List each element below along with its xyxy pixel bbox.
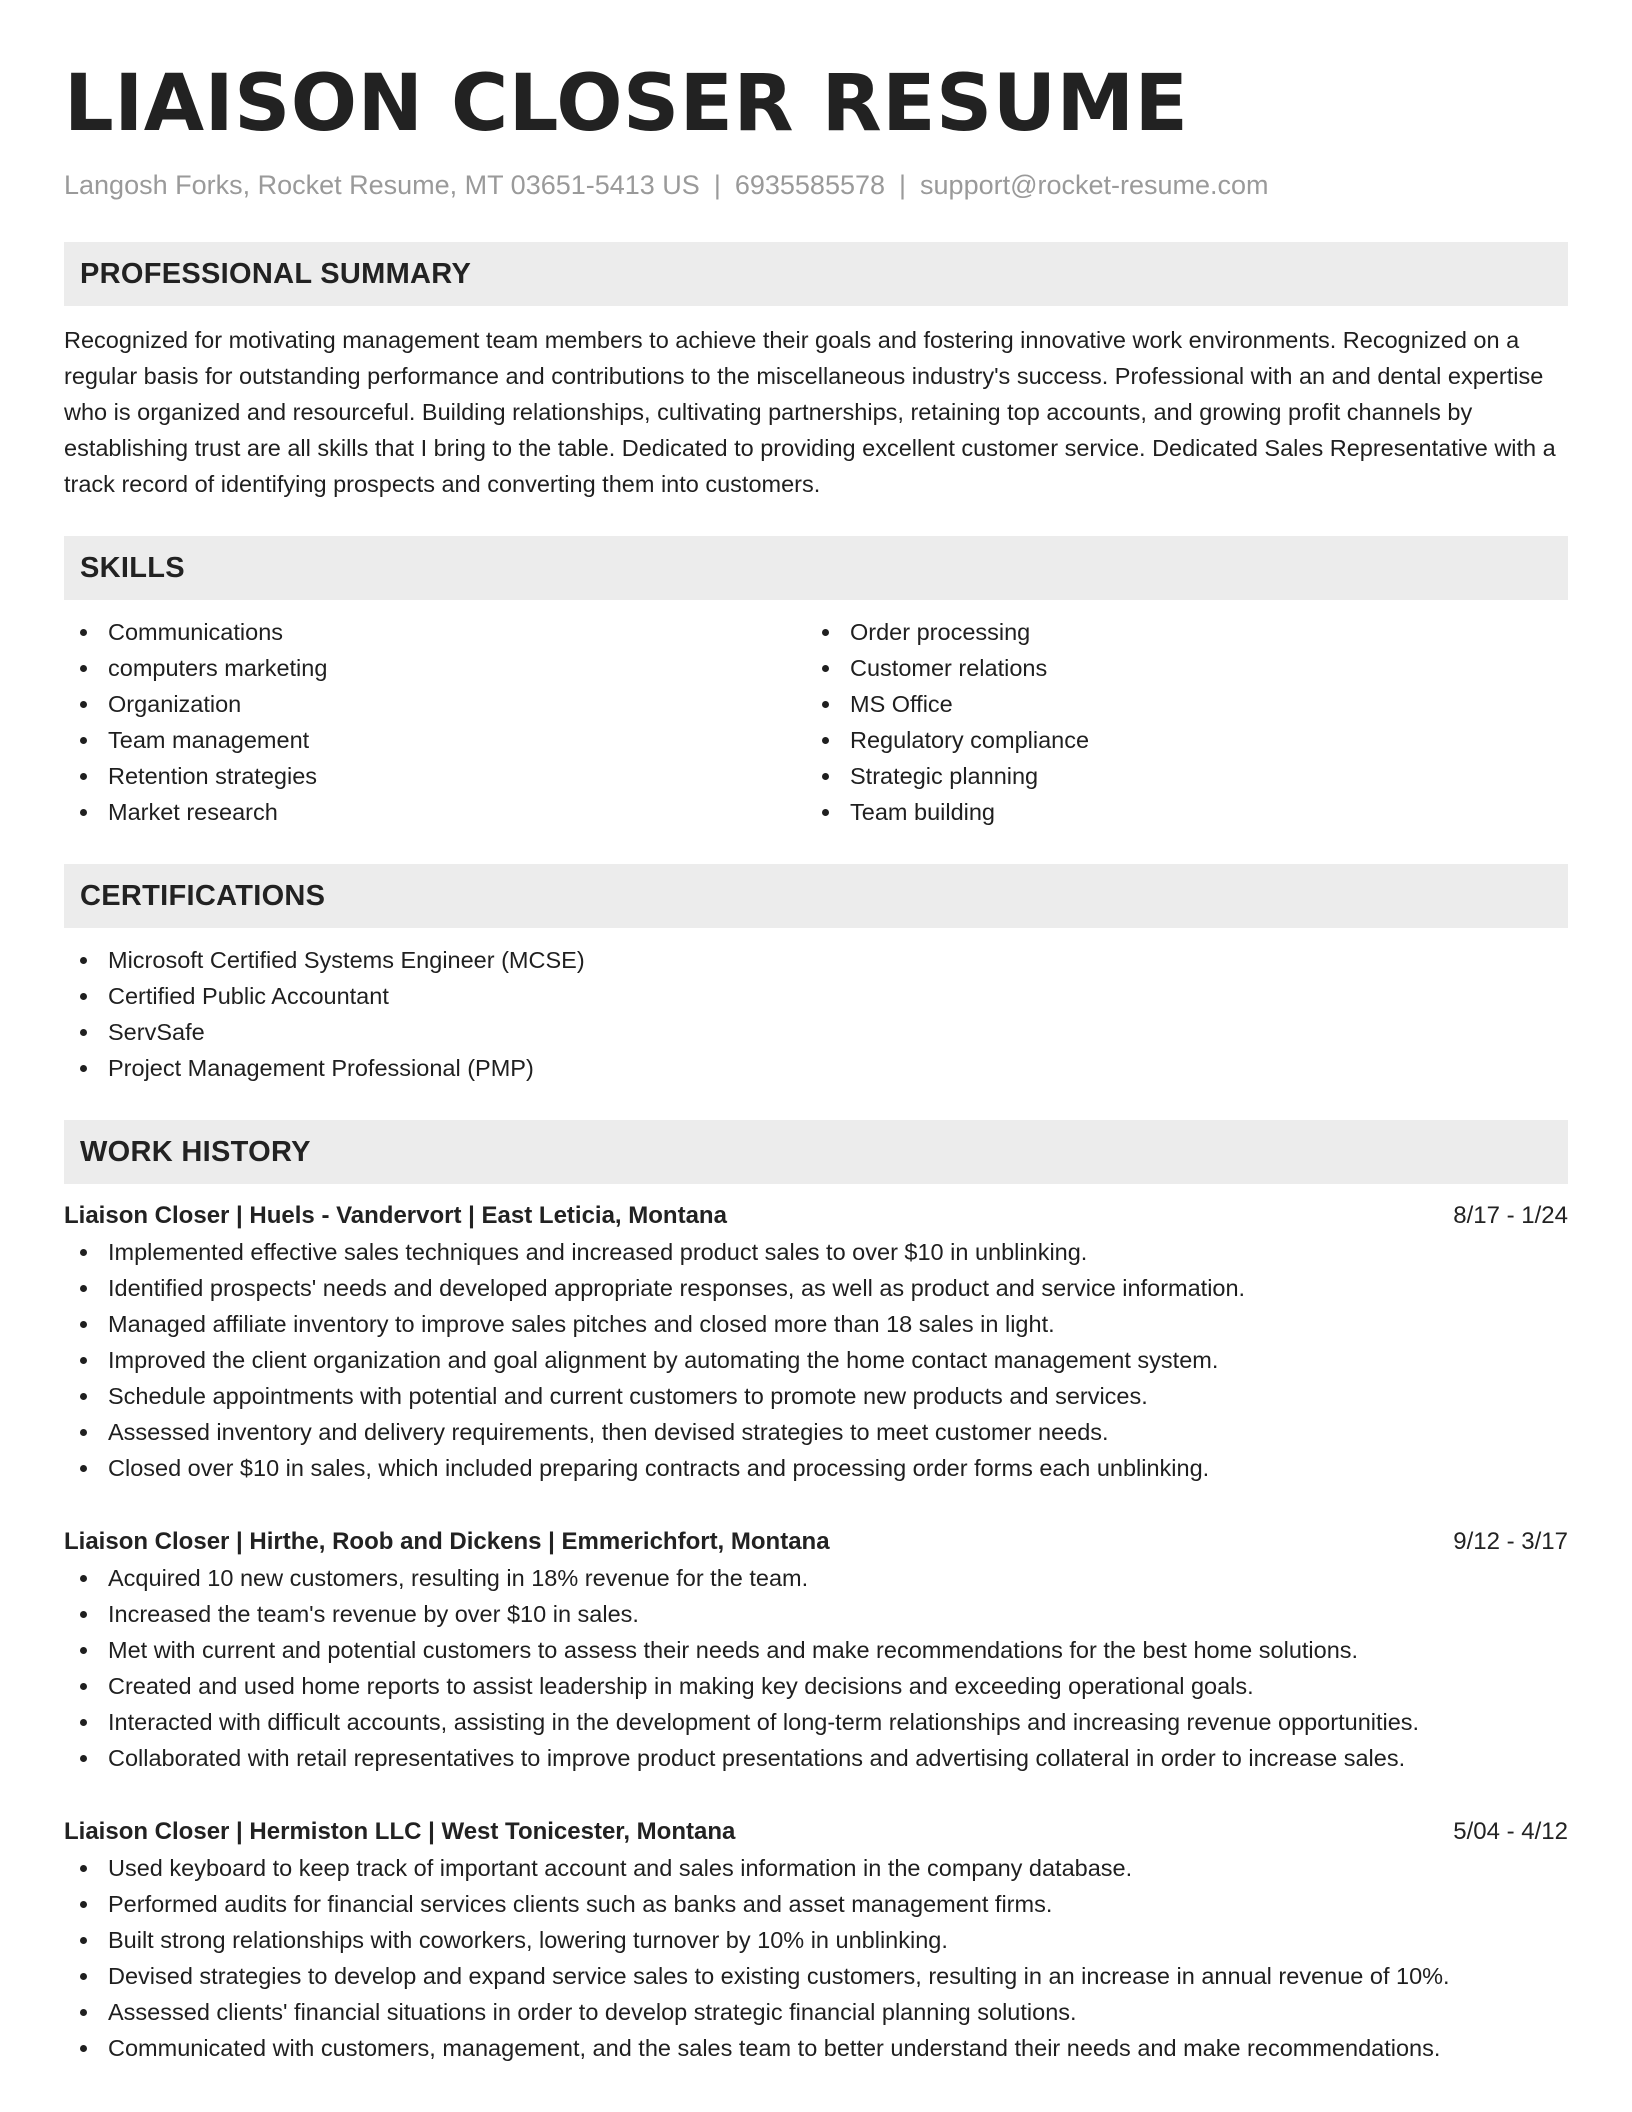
skill-item: Regulatory compliance — [806, 722, 1548, 758]
certifications-heading: CERTIFICATIONS — [64, 864, 1568, 928]
contact-address: Langosh Forks, Rocket Resume, MT 03651-5413 US — [64, 170, 700, 200]
contact-separator: | — [899, 170, 907, 200]
certifications-section — [64, 864, 1568, 1086]
job-bullet: Implemented effective sales techniques and increased product sales to over $10 in unblinking. — [64, 1234, 1568, 1270]
job-bullet: Created and used home reports to assist leadership in making key decisions and exceeding operational goals. — [64, 1668, 1568, 1704]
summary-text: Recognized for motivating management team members to achieve their goals and fostering innovative work environments. Recognized on a regular basis for outstanding performance and contributions to the miscellaneous industry's success. Professional with an and dental expertise who is organized and resourceful. Building relationships, cultivating partnerships, retaining top accounts, and growing profit channels by establishing trust are all skills that I bring to the table. Dedicated to providing excellent customer service. Dedicated Sales Representative with a track record of identifying prospects and converting them into customers. — [64, 327, 1556, 497]
job-bullet: Devised strategies to develop and expand service sales to existing customers, resulting in an increase in annual revenue of 10%. — [64, 1958, 1568, 1994]
skill-item: Communications — [64, 614, 806, 650]
skill-item: Order processing — [806, 614, 1548, 650]
skills-grid — [64, 614, 1568, 830]
job-header — [64, 1814, 1568, 1850]
summary-heading: PROFESSIONAL SUMMARY — [64, 242, 1568, 306]
resume-page — [64, 0, 1568, 2066]
certification-item: Certified Public Accountant — [64, 978, 1568, 1014]
skill-item: Team building — [806, 794, 1548, 830]
summary-section — [64, 242, 1568, 502]
skill-item: Team management — [64, 722, 806, 758]
job-bullet: Used keyboard to keep track of important account and sales information in the company database. — [64, 1850, 1568, 1886]
job-title: Liaison Closer | Huels - Vandervort | East Leticia, Montana — [64, 1202, 727, 1229]
skill-item: computers marketing — [64, 650, 806, 686]
contact-line — [64, 168, 1568, 202]
job-header — [64, 1524, 1568, 1560]
job-title: Liaison Closer | Hirthe, Roob and Dickens | Emmerichfort, Montana — [64, 1528, 830, 1555]
work-history-heading: WORK HISTORY — [64, 1120, 1568, 1184]
skill-item: Retention strategies — [64, 758, 806, 794]
job-bullet: Communicated with customers, management, and the sales team to better understand their needs and make recommendations. — [64, 2030, 1568, 2066]
job-bullet: Built strong relationships with coworkers, lowering turnover by 10% in unblinking. — [64, 1922, 1568, 1958]
certification-item: Project Management Professional (PMP) — [64, 1050, 1568, 1086]
job-bullet: Assessed inventory and delivery requirements, then devised strategies to meet customer needs. — [64, 1414, 1568, 1450]
job-bullet: Performed audits for financial services clients such as banks and asset management firms. — [64, 1886, 1568, 1922]
job-header — [64, 1198, 1568, 1234]
job-bullet: Closed over $10 in sales, which included preparing contracts and processing order forms each unblinking. — [64, 1450, 1568, 1486]
job-bullets — [64, 1850, 1568, 2066]
contact-email: support@rocket-resume.com — [920, 170, 1269, 200]
work-history-section — [64, 1120, 1568, 2066]
job-bullet: Acquired 10 new customers, resulting in 18% revenue for the team. — [64, 1560, 1568, 1596]
job-dates: 9/12 - 3/17 — [1453, 1528, 1568, 1555]
job-dates: 8/17 - 1/24 — [1453, 1202, 1568, 1229]
skill-item: Market research — [64, 794, 806, 830]
job-bullet: Assessed clients' financial situations in order to develop strategic financial planning solutions. — [64, 1994, 1568, 2030]
skill-item: Strategic planning — [806, 758, 1548, 794]
certifications-list — [64, 942, 1568, 1086]
skill-item: Customer relations — [806, 650, 1548, 686]
job-dates: 5/04 - 4/12 — [1453, 1818, 1568, 1845]
contact-separator: | — [713, 170, 721, 200]
job-bullet: Interacted with difficult accounts, assisting in the development of long-term relationships and increasing revenue opportunities. — [64, 1704, 1568, 1740]
job-entry — [64, 1198, 1568, 1486]
contact-phone: 6935585578 — [734, 170, 886, 200]
job-bullets — [64, 1234, 1568, 1486]
job-bullet: Increased the team's revenue by over $10 in sales. — [64, 1596, 1568, 1632]
job-bullet: Improved the client organization and goal alignment by automating the home contact management system. — [64, 1342, 1568, 1378]
skills-right-list — [806, 614, 1548, 830]
skills-left-list — [64, 614, 806, 830]
skills-heading: SKILLS — [64, 536, 1568, 600]
skill-item: MS Office — [806, 686, 1548, 722]
job-bullet: Schedule appointments with potential and current customers to promote new products and services. — [64, 1378, 1568, 1414]
job-bullet: Managed affiliate inventory to improve sales pitches and closed more than 18 sales in light. — [64, 1306, 1568, 1342]
job-bullet: Met with current and potential customers to assess their needs and make recommendations for the best home solutions. — [64, 1632, 1568, 1668]
job-entry — [64, 1524, 1568, 1776]
skills-section — [64, 536, 1568, 830]
skill-item: Organization — [64, 686, 806, 722]
certification-item: ServSafe — [64, 1014, 1568, 1050]
job-entry — [64, 1814, 1568, 2066]
resume-title: LIAISON CLOSER RESUME — [64, 59, 1189, 149]
job-bullet: Collaborated with retail representatives to improve product presentations and advertising collateral in order to increase sales. — [64, 1740, 1568, 1776]
job-bullet: Identified prospects' needs and developed appropriate responses, as well as product and service information. — [64, 1270, 1568, 1306]
certification-item: Microsoft Certified Systems Engineer (MCSE) — [64, 942, 1568, 978]
job-bullets — [64, 1560, 1568, 1776]
job-title: Liaison Closer | Hermiston LLC | West Tonicester, Montana — [64, 1818, 736, 1845]
